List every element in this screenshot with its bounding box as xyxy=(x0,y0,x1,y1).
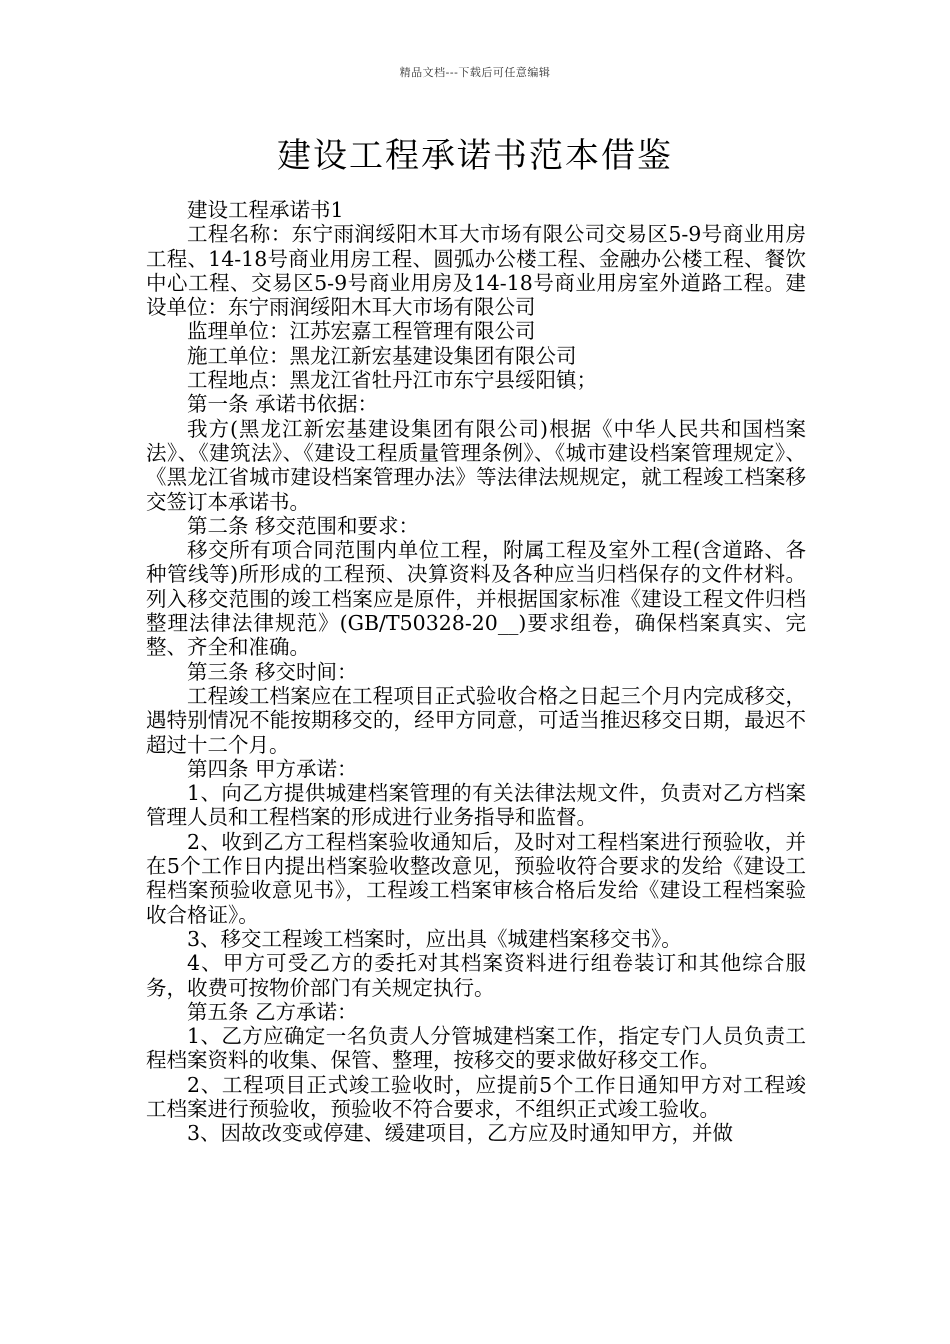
paragraph: 监理单位：江苏宏嘉工程管理有限公司 xyxy=(187,319,536,344)
paragraph: 1、乙方应确定一名负责人分管城建档案工作，指定专门人员负责工程档案资料的收集、保管、整理，按移交的要求做好移交工作。 xyxy=(146,1024,806,1073)
header-note: 精品文档---下载后可任意编辑 xyxy=(399,66,551,79)
paragraph: 建设工程承诺书1 xyxy=(187,198,344,222)
paragraph: 3、因故改变或停建、缓建项目，乙方应及时通知甲方，并做 xyxy=(187,1121,734,1146)
paragraph: 移交所有项合同范围内单位工程，附属工程及室外工程(含道路、各种管线等)所形成的工程预、决算资料及各种应当归档保存的文件材料。列入移交范围的竣工档案应是原件，并根据国家标准《建设工程文件归档整理法律法律规范》(GB/T50328-20__)要求组卷，确保档案真实、完整、齐全和准确。 xyxy=(146,538,806,660)
section-heading: 第三条 移交时间： xyxy=(187,659,358,684)
paragraph: 我方(黑龙江新宏基建设集团有限公司)根据《中华人民共和国档案法》、《建筑法》、《建设工程质量管理条例》、《城市建设档案管理规定》、《黑龙江省城市建设档案管理办法》等法律法规规定，就工程竣工档案移交签订本承诺书。 xyxy=(146,416,806,514)
paragraph: 工程名称：东宁雨润绥阳木耳大市场有限公司交易区5-9号商业用房工程、14-18号商业用房工程、圆弧办公楼工程、金融办公楼工程、餐饮中心工程、交易区5-9号商业用房及14-18号商业用房室外道路工程。建设单位：东宁雨润绥阳木耳大市场有限公司 xyxy=(146,222,806,320)
paragraph: 2、收到乙方工程档案验收通知后，及时对工程档案进行预验收，并在5个工作日内提出档案验收整改意见，预验收符合要求的发给《建设工程档案预验收意见书》，工程竣工档案审核合格后发给《建设工程档案验收合格证》。 xyxy=(146,829,806,927)
paragraph: 4、甲方可受乙方的委托对其档案资料进行组卷装订和其他综合服务，收费可按物价部门有关规定执行。 xyxy=(146,951,806,1000)
paragraph: 工程地点：黑龙江省牡丹江市东宁县绥阳镇； xyxy=(187,368,597,393)
document-body xyxy=(146,198,806,1146)
paragraph: 3、移交工程竣工档案时，应出具《城建档案移交书》。 xyxy=(187,926,682,951)
document-title: 建设工程承诺书范本借鉴 xyxy=(277,136,673,176)
section-heading: 第一条 承诺书依据： xyxy=(187,392,379,417)
paragraph: 施工单位：黑龙江新宏基建设集团有限公司 xyxy=(187,343,577,368)
section-heading: 第四条 甲方承诺： xyxy=(187,756,358,781)
paragraph: 工程竣工档案应在工程项目正式验收合格之日起三个月内完成移交，遇特别情况不能按期移交的，经甲方同意，可适当推迟移交日期，最迟不超过十二个月。 xyxy=(146,683,806,757)
paragraph: 2、工程项目正式竣工验收时，应提前5个工作日通知甲方对工程竣工档案进行预验收，预验收不符合要求，不组织正式竣工验收。 xyxy=(146,1072,806,1121)
section-heading: 第五条 乙方承诺： xyxy=(187,999,358,1024)
paragraph: 1、向乙方提供城建档案管理的有关法律法规文件，负责对乙方档案管理人员和工程档案的形成进行业务指导和监督。 xyxy=(146,781,806,830)
section-heading: 第二条 移交范围和要求： xyxy=(187,513,420,538)
